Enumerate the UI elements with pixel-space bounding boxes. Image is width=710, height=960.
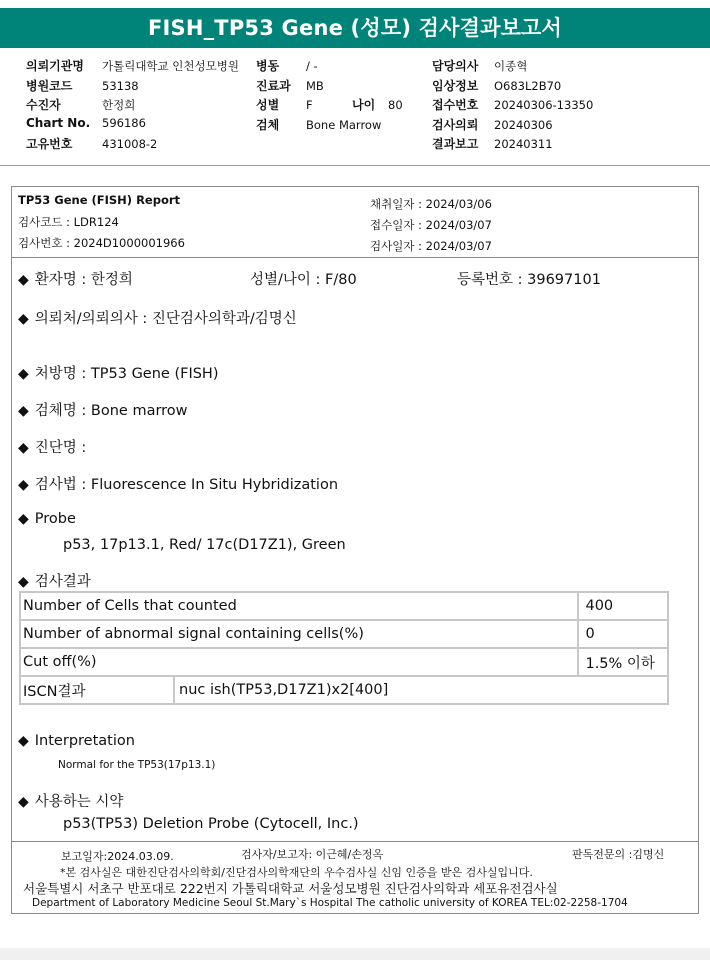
header-sex: 성별 F bbox=[256, 98, 313, 112]
report-test-code: 검사코드 : LDR124 bbox=[18, 215, 119, 229]
header-receipt-no: 접수번호 20240306-13350 bbox=[432, 98, 594, 112]
result-value: 0 bbox=[578, 620, 668, 648]
table-row bbox=[20, 620, 668, 648]
test-date: 검사일자 : 2024/03/07 bbox=[370, 239, 492, 253]
collection-date: 채취일자 : 2024/03/06 bbox=[370, 197, 492, 211]
probe-text: p53, 17p13.1, Red/ 17c(D17Z1), Green bbox=[63, 537, 346, 553]
registration-number: 등록번호 : 39697101 bbox=[457, 272, 601, 288]
examiner: 검사자/보고자: 이근혜/손정옥 bbox=[241, 848, 384, 861]
result-label: Number of Cells that counted bbox=[20, 592, 578, 620]
header-report-date: 결과보고 20240311 bbox=[432, 137, 553, 151]
result-value: 1.5% 이하 bbox=[578, 648, 668, 676]
diamond-bullet-icon: ◆ bbox=[18, 574, 29, 590]
lab-address: 서울특별시 서초구 반포대로 222번지 가톨릭대학교 서울성모병원 진단검사의학과 세포유전검사실 bbox=[23, 881, 558, 896]
diamond-bullet-icon: ◆ bbox=[18, 403, 29, 419]
header-patient: 수진자 한정희 bbox=[26, 98, 136, 112]
table-row bbox=[20, 592, 668, 620]
result-label: Cut off(%) bbox=[20, 648, 578, 676]
test-method: ◆ 검사법 : Fluorescence In Situ Hybridization bbox=[18, 477, 339, 493]
result-heading: ◆ 검사결과 bbox=[18, 574, 91, 590]
header-age: 나이 80 bbox=[352, 98, 403, 112]
report-divider-bottom bbox=[12, 841, 698, 842]
certification-note: *본 검사실은 대한진단검사의학회/진단검사의학재단의 우수검사실 신임 인증을 받은 검사실입니다. bbox=[60, 866, 533, 879]
specialist: 판독전문의 :김명신 bbox=[572, 848, 665, 861]
reagent-heading: ◆ 사용하는 시약 bbox=[18, 794, 124, 810]
probe-heading: ◆ Probe bbox=[18, 511, 76, 527]
diamond-bullet-icon: ◆ bbox=[18, 272, 29, 288]
report-test-number: 검사번호 : 2024D1000001966 bbox=[18, 236, 185, 250]
report-box bbox=[11, 186, 699, 914]
reagent-text: p53(TP53) Deletion Probe (Cytocell, Inc.) bbox=[63, 816, 359, 832]
diamond-bullet-icon: ◆ bbox=[18, 511, 29, 527]
table-row bbox=[20, 676, 668, 704]
iscn-label: ISCN결과 bbox=[20, 676, 174, 704]
specimen-name: ◆ 검체명 : Bone marrow bbox=[18, 403, 188, 419]
diamond-bullet-icon: ◆ bbox=[18, 311, 29, 327]
header-hospital-code: 병원코드 53138 bbox=[26, 79, 139, 93]
header-chart-no: Chart No. 596186 bbox=[26, 116, 146, 130]
header-specimen: 검체 Bone Marrow bbox=[256, 118, 382, 132]
result-value: 400 bbox=[578, 592, 668, 620]
header-request-date: 검사의뢰 20240306 bbox=[432, 118, 553, 132]
report-divider-top bbox=[12, 257, 698, 258]
diagnosis: ◆ 진단명 : bbox=[18, 440, 87, 456]
header-doctor: 담당의사 이종혁 bbox=[432, 59, 528, 73]
interpretation-text: Normal for the TP53(17p13.1) bbox=[58, 759, 216, 771]
prescription: ◆ 처방명 : TP53 Gene (FISH) bbox=[18, 366, 219, 382]
department-footer: Department of Laboratory Medicine Seoul St.Mary`s Hospital The catholic university of KOREA TEL:02-2258-1704 bbox=[32, 897, 628, 909]
header-ward: 병동 / - bbox=[256, 59, 318, 73]
report-date: 보고일자:2024.03.09. bbox=[61, 850, 174, 863]
diamond-bullet-icon: ◆ bbox=[18, 366, 29, 382]
iscn-value: nuc ish(TP53,D17Z1)x2[400] bbox=[174, 676, 668, 704]
report-title: FISH_TP53 Gene (성모) 검사결과보고서 bbox=[0, 8, 710, 48]
bottom-bar bbox=[0, 948, 710, 960]
requester: ◆ 의뢰처/의뢰의사 : 진단검사의학과/김명신 bbox=[18, 311, 297, 327]
report-heading: TP53 Gene (FISH) Report bbox=[18, 193, 181, 207]
patient-sex-age: 성별/나이 : F/80 bbox=[250, 272, 357, 288]
diamond-bullet-icon: ◆ bbox=[18, 440, 29, 456]
receipt-date: 접수일자 : 2024/03/07 bbox=[370, 218, 492, 232]
diamond-bullet-icon: ◆ bbox=[18, 477, 29, 493]
result-table bbox=[19, 591, 669, 705]
table-row bbox=[20, 648, 668, 676]
diamond-bullet-icon: ◆ bbox=[18, 733, 29, 749]
header-department: 진료과 MB bbox=[256, 79, 324, 93]
interpretation-heading: ◆ Interpretation bbox=[18, 733, 135, 749]
result-label: Number of abnormal signal containing cells(%) bbox=[20, 620, 578, 648]
header-divider bbox=[0, 165, 710, 166]
header-unique-no: 고유번호 431008-2 bbox=[26, 137, 158, 151]
patient-name: ◆ 환자명 : 한정희 bbox=[18, 272, 133, 288]
header-clinical-info: 임상정보 O683L2B70 bbox=[432, 79, 562, 93]
diamond-bullet-icon: ◆ bbox=[18, 794, 29, 810]
header-institution: 의뢰기관명 가톨릭대학교 인천성모병원 bbox=[26, 59, 239, 73]
